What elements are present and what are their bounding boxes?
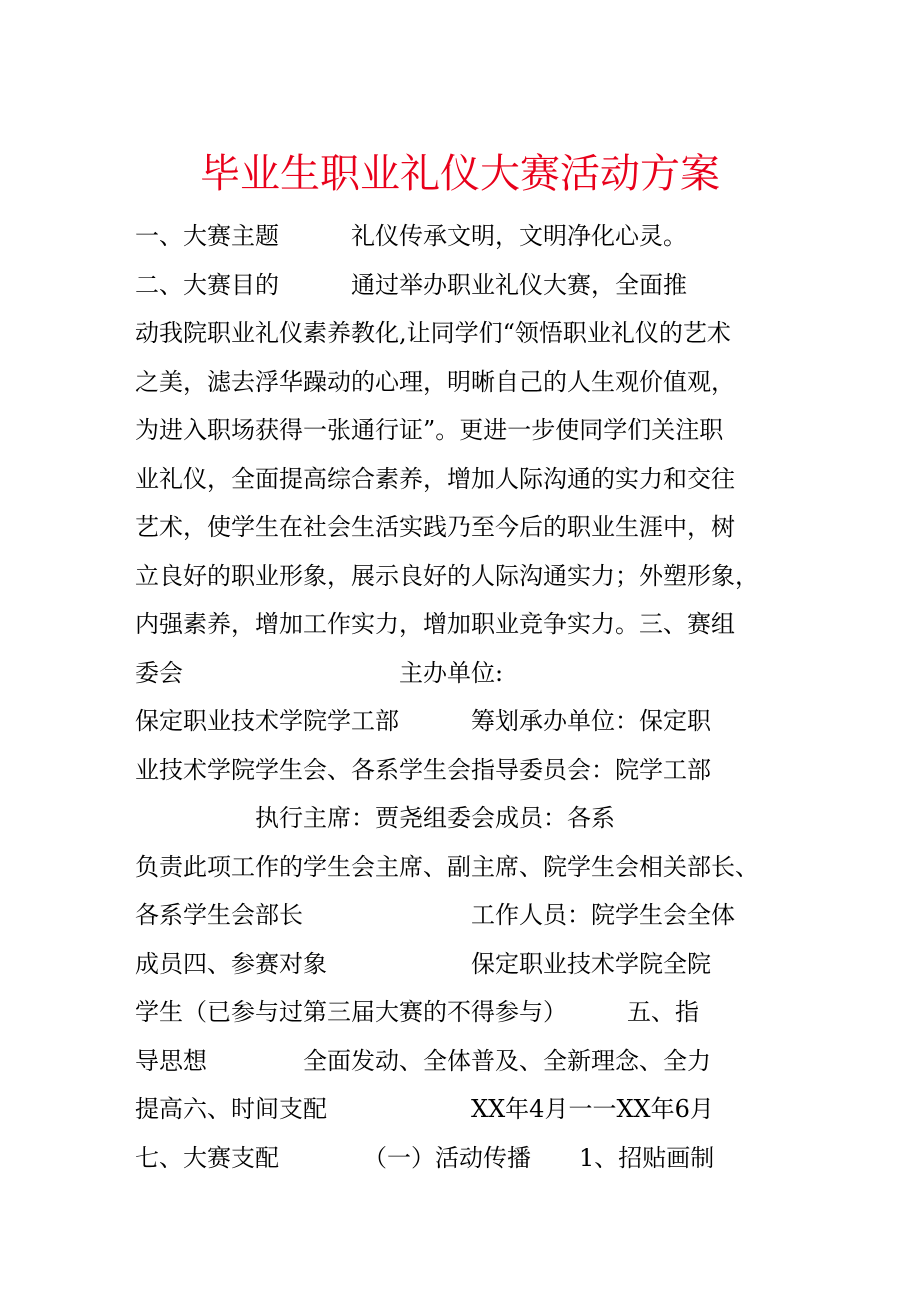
document-title: 毕业生职业礼仪大赛活动方案 (200, 151, 720, 197)
paragraph-line: 业礼仪，全面提高综合素养，增加人际沟通的实力和交往 (135, 464, 735, 493)
paragraph-line: 委会 主办单位: (135, 658, 504, 687)
paragraph-line: 导思想 全面发动、全体普及、全新理念、全力 (135, 1046, 711, 1075)
paragraph-line: 一、大赛主题 礼仪传承文明，文明净化心灵。 (135, 222, 687, 250)
paragraph-line: 各系学生会部长 工作人员：院学生会全体 (135, 901, 735, 929)
paragraph-line: 学生（已参与过第三届大赛的不得参与） 五、指 (135, 998, 699, 1026)
paragraph-line: 负责此项工作的学生会主席、副主席、院学生会相关部长、 (135, 852, 759, 881)
paragraph-line: 成员四、参赛对象 保定职业技术学院全院 (135, 949, 711, 978)
paragraph-line: 保定职业技术学院学工部 筹划承办单位：保定职 (135, 707, 711, 735)
paragraph-line: 立良好的职业形象，展示良好的人际沟通实力；外塑形象， (135, 561, 759, 590)
paragraph-line: 业技术学院学生会、各系学生会指导委员会：院学工部 (135, 755, 711, 784)
document-body (135, 212, 815, 1182)
paragraph-line: 之美，滤去浮华躁动的心理，明晰自己的人生观价值观， (135, 367, 735, 396)
paragraph-line: 执行主席：贾尧组委会成员：各系 (135, 804, 615, 832)
paragraph-line: 艺术，使学生在社会生活实践乃至今后的职业生涯中，树 (135, 513, 735, 541)
paragraph-line: 七、大赛支配 （一）活动传播 1、招贴画制 (135, 1143, 715, 1172)
paragraph-line: 二、大赛目的 通过举办职业礼仪大赛，全面推 (135, 270, 687, 299)
paragraph-line: 提高六、时间支配 XX年4月一一XX年6月 (135, 1095, 714, 1123)
paragraph-line: 动我院职业礼仪素养教化,让同学们“领悟职业礼仪的艺术 (135, 319, 731, 347)
paragraph-line: 内强素养，增加工作实力，增加职业竞争实力。三、赛组 (135, 610, 735, 638)
paragraph-line: 为进入职场获得一张通行证”。更进一步使同学们关注职 (135, 416, 724, 444)
